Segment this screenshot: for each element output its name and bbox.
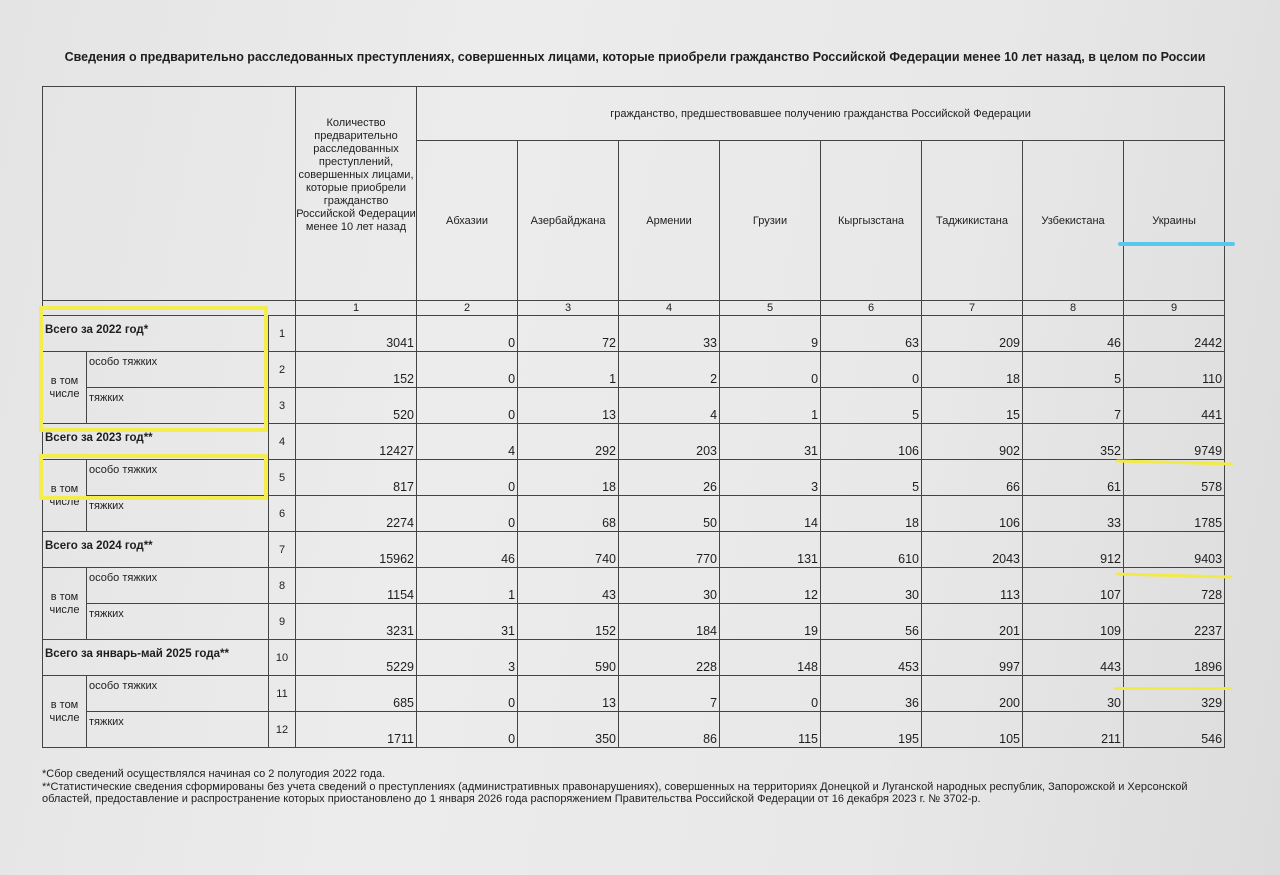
column-number: 7	[922, 301, 1023, 316]
column-number: 6	[821, 301, 922, 316]
value-cell: 31	[417, 604, 518, 640]
column-number: 8	[1023, 301, 1124, 316]
value-cell: 131	[720, 532, 821, 568]
value-cell: 0	[417, 352, 518, 388]
value-cell: 443	[1023, 640, 1124, 676]
value-cell: 12427	[296, 424, 417, 460]
value-cell: 115	[720, 712, 821, 748]
value-cell: 9403	[1124, 532, 1225, 568]
in-that-number-label: в том числе	[43, 568, 87, 640]
sub-row	[43, 676, 1225, 712]
value-cell: 610	[821, 532, 922, 568]
value-cell: 902	[922, 424, 1023, 460]
in-that-number-label: в том числе	[43, 460, 87, 532]
column-number: 9	[1124, 301, 1225, 316]
value-cell: 152	[296, 352, 417, 388]
sub-row	[43, 568, 1225, 604]
value-cell: 30	[1023, 676, 1124, 712]
value-cell: 5	[821, 460, 922, 496]
header-country: Кыргызстана	[821, 141, 922, 301]
row-number: 6	[269, 496, 296, 532]
value-cell: 0	[720, 352, 821, 388]
footnotes	[42, 768, 1222, 806]
value-cell: 31	[720, 424, 821, 460]
value-cell: 148	[720, 640, 821, 676]
value-cell: 7	[619, 676, 720, 712]
header-country: Азербайджана	[518, 141, 619, 301]
value-cell: 36	[821, 676, 922, 712]
total-row-label: Всего за 2023 год**	[43, 424, 269, 460]
value-cell: 4	[417, 424, 518, 460]
value-cell: 1711	[296, 712, 417, 748]
value-cell: 997	[922, 640, 1023, 676]
value-cell: 43	[518, 568, 619, 604]
total-row-label: Всего за январь-май 2025 года**	[43, 640, 269, 676]
sub-row-label: особо тяжких	[87, 676, 269, 712]
value-cell: 2442	[1124, 316, 1225, 352]
total-row-label: Всего за 2024 год**	[43, 532, 269, 568]
value-cell: 105	[922, 712, 1023, 748]
header-country: Украины	[1124, 141, 1225, 301]
value-cell: 5	[1023, 352, 1124, 388]
value-cell: 7	[1023, 388, 1124, 424]
value-cell: 15962	[296, 532, 417, 568]
value-cell: 1154	[296, 568, 417, 604]
value-cell: 1	[417, 568, 518, 604]
value-cell: 18	[922, 352, 1023, 388]
header-country: Таджикистана	[922, 141, 1023, 301]
value-cell: 2237	[1124, 604, 1225, 640]
value-cell: 3	[720, 460, 821, 496]
header-blank-cell	[43, 87, 296, 301]
value-cell: 30	[821, 568, 922, 604]
value-cell: 211	[1023, 712, 1124, 748]
value-cell: 33	[1023, 496, 1124, 532]
row-number: 5	[269, 460, 296, 496]
header-main-column: Количество предварительно расследованных преступлений, совершенных лицами, которые приобрели гражданство Российской Федерации менее 10 лет назад	[296, 87, 417, 301]
total-row-label: Всего за 2022 год*	[43, 316, 269, 352]
value-cell: 152	[518, 604, 619, 640]
value-cell: 520	[296, 388, 417, 424]
value-cell: 195	[821, 712, 922, 748]
value-cell: 209	[922, 316, 1023, 352]
value-cell: 9749	[1124, 424, 1225, 460]
sub-row-label: особо тяжких	[87, 352, 269, 388]
yellow-highlight-box	[39, 454, 268, 500]
value-cell: 770	[619, 532, 720, 568]
footnote: **Статистические сведения сформированы без учета сведений о преступлениях (административных правонарушениях), совершенных на территориях Донецкой и Луганской народных республик, Запорожской и Херсонской областей, предоставление и распространение которых приостановлено до 1 января 2026 года распоряжением Правительства Российской Федерации от 16 декабря 2023 г. № 3702-р.	[42, 780, 1188, 805]
header-country: Армении	[619, 141, 720, 301]
value-cell: 685	[296, 676, 417, 712]
row-number: 8	[269, 568, 296, 604]
value-cell: 4	[619, 388, 720, 424]
value-cell: 912	[1023, 532, 1124, 568]
value-cell: 56	[821, 604, 922, 640]
value-cell: 203	[619, 424, 720, 460]
header-citizenship-group: гражданство, предшествовавшее получению гражданства Российской Федерации	[417, 87, 1225, 141]
value-cell: 728	[1124, 568, 1225, 604]
value-cell: 3231	[296, 604, 417, 640]
column-number: 2	[417, 301, 518, 316]
value-cell: 2043	[922, 532, 1023, 568]
column-number: 1	[296, 301, 417, 316]
value-cell: 19	[720, 604, 821, 640]
value-cell: 292	[518, 424, 619, 460]
sub-row-label: особо тяжких	[87, 568, 269, 604]
yellow-underline	[1114, 687, 1232, 690]
value-cell: 107	[1023, 568, 1124, 604]
sub-row-label: особо тяжких	[87, 460, 269, 496]
column-number: 4	[619, 301, 720, 316]
header-country: Грузии	[720, 141, 821, 301]
total-row	[43, 532, 1225, 568]
value-cell: 3041	[296, 316, 417, 352]
value-cell: 68	[518, 496, 619, 532]
value-cell: 109	[1023, 604, 1124, 640]
value-cell: 33	[619, 316, 720, 352]
value-cell: 352	[1023, 424, 1124, 460]
value-cell: 1	[720, 388, 821, 424]
total-row	[43, 640, 1225, 676]
sub-row-label: тяжких	[87, 604, 269, 640]
value-cell: 1	[518, 352, 619, 388]
value-cell: 1896	[1124, 640, 1225, 676]
row-number: 11	[269, 676, 296, 712]
value-cell: 113	[922, 568, 1023, 604]
value-cell: 46	[1023, 316, 1124, 352]
value-cell: 740	[518, 532, 619, 568]
value-cell: 18	[821, 496, 922, 532]
document-title: Сведения о предварительно расследованных преступлениях, совершенных лицами, которые приобрели гражданство Российской Федерации менее 10 лет назад, в целом по России	[64, 50, 1206, 64]
row-number: 2	[269, 352, 296, 388]
value-cell: 2274	[296, 496, 417, 532]
value-cell: 184	[619, 604, 720, 640]
value-cell: 2	[619, 352, 720, 388]
value-cell: 13	[518, 676, 619, 712]
value-cell: 13	[518, 388, 619, 424]
value-cell: 106	[922, 496, 1023, 532]
value-cell: 61	[1023, 460, 1124, 496]
value-cell: 578	[1124, 460, 1225, 496]
value-cell: 12	[720, 568, 821, 604]
row-number: 12	[269, 712, 296, 748]
sub-row-label: тяжких	[87, 496, 269, 532]
value-cell: 5	[821, 388, 922, 424]
value-cell: 200	[922, 676, 1023, 712]
value-cell: 0	[417, 676, 518, 712]
value-cell: 0	[417, 388, 518, 424]
value-cell: 66	[922, 460, 1023, 496]
row-number: 4	[269, 424, 296, 460]
value-cell: 9	[720, 316, 821, 352]
value-cell: 5229	[296, 640, 417, 676]
in-that-number-label: в том числе	[43, 352, 87, 424]
value-cell: 14	[720, 496, 821, 532]
in-that-number-label: в том числе	[43, 676, 87, 748]
value-cell: 0	[417, 460, 518, 496]
value-cell: 453	[821, 640, 922, 676]
value-cell: 26	[619, 460, 720, 496]
yellow-highlight-box	[39, 306, 268, 432]
value-cell: 15	[922, 388, 1023, 424]
value-cell: 817	[296, 460, 417, 496]
value-cell: 0	[417, 496, 518, 532]
value-cell: 110	[1124, 352, 1225, 388]
value-cell: 441	[1124, 388, 1225, 424]
value-cell: 0	[417, 712, 518, 748]
value-cell: 30	[619, 568, 720, 604]
value-cell: 546	[1124, 712, 1225, 748]
blue-underline	[1118, 242, 1235, 246]
sub-row-label: тяжких	[87, 712, 269, 748]
sub-row	[43, 496, 1225, 532]
value-cell: 590	[518, 640, 619, 676]
sub-row-label: тяжких	[87, 388, 269, 424]
value-cell: 46	[417, 532, 518, 568]
value-cell: 0	[417, 316, 518, 352]
value-cell: 63	[821, 316, 922, 352]
column-number: 5	[720, 301, 821, 316]
value-cell: 201	[922, 604, 1023, 640]
row-number: 10	[269, 640, 296, 676]
row-number: 1	[269, 316, 296, 352]
value-cell: 329	[1124, 676, 1225, 712]
value-cell: 72	[518, 316, 619, 352]
header-country: Узбекистана	[1023, 141, 1124, 301]
column-number: 3	[518, 301, 619, 316]
sub-row	[43, 712, 1225, 748]
value-cell: 18	[518, 460, 619, 496]
row-number: 7	[269, 532, 296, 568]
value-cell: 106	[821, 424, 922, 460]
row-number: 9	[269, 604, 296, 640]
value-cell: 228	[619, 640, 720, 676]
row-number: 3	[269, 388, 296, 424]
value-cell: 86	[619, 712, 720, 748]
header-country: Абхазии	[417, 141, 518, 301]
value-cell: 350	[518, 712, 619, 748]
sub-row	[43, 604, 1225, 640]
value-cell: 50	[619, 496, 720, 532]
value-cell: 0	[720, 676, 821, 712]
value-cell: 1785	[1124, 496, 1225, 532]
footnote: *Сбор сведений осуществлялся начиная со 2 полугодия 2022 года.	[42, 768, 386, 780]
value-cell: 3	[417, 640, 518, 676]
value-cell: 0	[821, 352, 922, 388]
